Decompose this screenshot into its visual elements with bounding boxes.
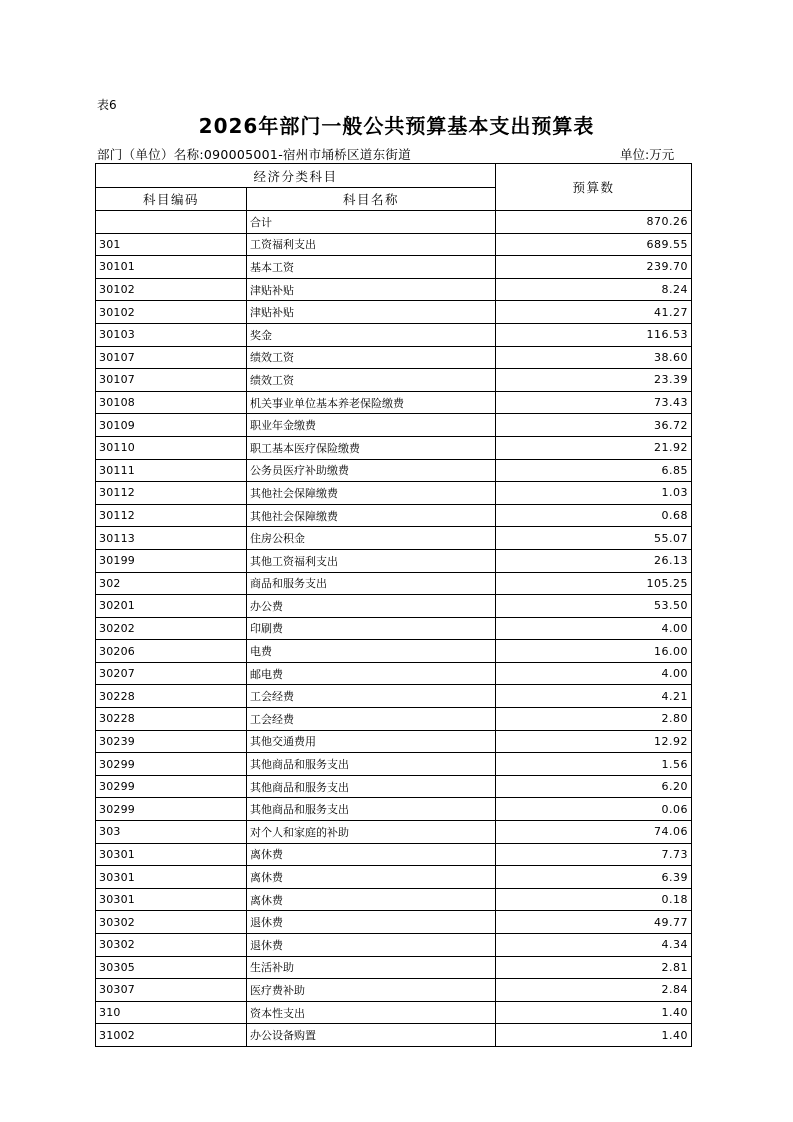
subject-code-cell: 30239: [96, 730, 247, 753]
subject-name-cell: 工资福利支出: [247, 233, 496, 256]
subject-name-cell: 绩效工资: [247, 346, 496, 369]
subject-code-cell: 30113: [96, 527, 247, 550]
table-row: [96, 753, 692, 776]
subject-name-cell: 职业年金缴费: [247, 414, 496, 437]
subject-code-cell: 30201: [96, 595, 247, 618]
subject-code-cell: 30207: [96, 662, 247, 685]
table-row: [96, 685, 692, 708]
subject-name-cell: 工会经费: [247, 685, 496, 708]
table-body: [96, 211, 692, 1047]
table-row: [96, 708, 692, 731]
unit-label: 单位:万元: [620, 147, 675, 162]
budget-amount-cell: 2.80: [496, 708, 692, 731]
budget-amount-cell: 4.34: [496, 934, 692, 957]
subject-code-cell: 30299: [96, 753, 247, 776]
total-row: [96, 211, 692, 234]
table-row: [96, 527, 692, 550]
subject-code-cell: 310: [96, 1001, 247, 1024]
budget-amount-cell: 1.40: [496, 1001, 692, 1024]
subject-name-cell: 商品和服务支出: [247, 572, 496, 595]
subject-name-cell: 其他社会保障缴费: [247, 482, 496, 505]
subject-name-cell: 基本工资: [247, 256, 496, 279]
subject-name-cell: 津贴补贴: [247, 278, 496, 301]
table-row: [96, 640, 692, 663]
table-row: [96, 323, 692, 346]
budget-amount-cell: 6.20: [496, 775, 692, 798]
subject-name-cell: 办公设备购置: [247, 1024, 496, 1047]
table-row: [96, 256, 692, 279]
subject-code-cell: 30202: [96, 617, 247, 640]
subject-code-cell: 302: [96, 572, 247, 595]
table-row: [96, 549, 692, 572]
subject-name-header: 科目名称: [247, 188, 496, 211]
budget-amount-cell: 12.92: [496, 730, 692, 753]
subject-code-cell: 301: [96, 233, 247, 256]
subject-code-cell: 30102: [96, 278, 247, 301]
subject-name-cell: 绩效工资: [247, 369, 496, 392]
subject-code-cell: 303: [96, 821, 247, 844]
subject-code-cell: 30301: [96, 888, 247, 911]
table-row: [96, 662, 692, 685]
subject-name-cell: 津贴补贴: [247, 301, 496, 324]
budget-amount-cell: 2.84: [496, 979, 692, 1002]
budget-amount-cell: 0.68: [496, 504, 692, 527]
subject-name-cell: 其他社会保障缴费: [247, 504, 496, 527]
table-row: [96, 233, 692, 256]
subject-code-cell: 30228: [96, 708, 247, 731]
budget-amount-cell: 4.21: [496, 685, 692, 708]
budget-amount-cell: 870.26: [496, 211, 692, 234]
table-row: [96, 775, 692, 798]
subject-code-cell: 30302: [96, 934, 247, 957]
budget-amount-cell: 1.40: [496, 1024, 692, 1047]
subject-name-cell: 离休费: [247, 843, 496, 866]
subject-name-cell: 合计: [247, 211, 496, 234]
subject-code-cell: 30302: [96, 911, 247, 934]
table-row: [96, 504, 692, 527]
budget-amount-cell: 26.13: [496, 549, 692, 572]
budget-amount-cell: 1.56: [496, 753, 692, 776]
subject-name-cell: 印刷费: [247, 617, 496, 640]
budget-amount-cell: 0.18: [496, 888, 692, 911]
table-row: [96, 278, 692, 301]
subject-code-cell: 30107: [96, 346, 247, 369]
table-row: [96, 436, 692, 459]
subject-code-cell: 30301: [96, 866, 247, 889]
subject-name-cell: 工会经费: [247, 708, 496, 731]
subject-name-cell: 住房公积金: [247, 527, 496, 550]
department-name: 部门（单位）名称:090005001-宿州市埇桥区道东街道: [97, 147, 411, 162]
table-row: [96, 843, 692, 866]
budget-amount-cell: 1.03: [496, 482, 692, 505]
budget-amount-cell: 41.27: [496, 301, 692, 324]
subject-code-cell: 30299: [96, 798, 247, 821]
table-row: [96, 414, 692, 437]
table-row: [96, 482, 692, 505]
budget-amount-cell: 6.85: [496, 459, 692, 482]
subject-name-cell: 其他商品和服务支出: [247, 775, 496, 798]
subject-code-cell: 31002: [96, 1024, 247, 1047]
table-row: [96, 956, 692, 979]
budget-amount-cell: 49.77: [496, 911, 692, 934]
budget-amount-cell: 116.53: [496, 323, 692, 346]
budget-amount-header: 预算数: [496, 164, 692, 211]
table-row: [96, 391, 692, 414]
subject-code-cell: 30299: [96, 775, 247, 798]
budget-amount-cell: 23.39: [496, 369, 692, 392]
budget-amount-cell: 105.25: [496, 572, 692, 595]
budget-amount-cell: 55.07: [496, 527, 692, 550]
subject-name-cell: 电费: [247, 640, 496, 663]
subject-code-header: 科目编码: [96, 188, 247, 211]
table-row: [96, 934, 692, 957]
budget-amount-cell: 8.24: [496, 278, 692, 301]
budget-table: [95, 163, 692, 1047]
subject-code-cell: 30111: [96, 459, 247, 482]
subject-name-cell: 其他商品和服务支出: [247, 798, 496, 821]
subject-name-cell: 其他工资福利支出: [247, 549, 496, 572]
table-row: [96, 911, 692, 934]
subject-code-cell: 30108: [96, 391, 247, 414]
budget-amount-cell: 21.92: [496, 436, 692, 459]
subject-code-cell: 30109: [96, 414, 247, 437]
subject-code-cell: 30101: [96, 256, 247, 279]
budget-amount-cell: 38.60: [496, 346, 692, 369]
budget-amount-cell: 36.72: [496, 414, 692, 437]
subject-name-cell: 资本性支出: [247, 1001, 496, 1024]
table-row: [96, 459, 692, 482]
table-row: [96, 798, 692, 821]
subject-code-cell: 30307: [96, 979, 247, 1002]
budget-amount-cell: 0.06: [496, 798, 692, 821]
subject-code-cell: 30301: [96, 843, 247, 866]
table-row: [96, 346, 692, 369]
budget-amount-cell: 7.73: [496, 843, 692, 866]
page-title: 2026年部门一般公共预算基本支出预算表: [198, 114, 595, 138]
subject-name-cell: 职工基本医疗保险缴费: [247, 436, 496, 459]
table-row: [96, 572, 692, 595]
table-row: [96, 730, 692, 753]
subject-name-cell: 其他交通费用: [247, 730, 496, 753]
subject-code-cell: 30112: [96, 504, 247, 527]
subject-code-cell: 30102: [96, 301, 247, 324]
budget-amount-cell: 74.06: [496, 821, 692, 844]
budget-amount-cell: 4.00: [496, 617, 692, 640]
table-row: [96, 617, 692, 640]
subject-name-cell: 医疗费补助: [247, 979, 496, 1002]
table-row: [96, 595, 692, 618]
subject-name-cell: 其他商品和服务支出: [247, 753, 496, 776]
subject-code-cell: 30199: [96, 549, 247, 572]
subject-name-cell: 奖金: [247, 323, 496, 346]
budget-amount-cell: 6.39: [496, 866, 692, 889]
subject-name-cell: 退休费: [247, 934, 496, 957]
budget-amount-cell: 689.55: [496, 233, 692, 256]
subject-name-cell: 机关事业单位基本养老保险缴费: [247, 391, 496, 414]
subject-code-cell: 30305: [96, 956, 247, 979]
subject-name-cell: 邮电费: [247, 662, 496, 685]
subject-code-cell: 30107: [96, 369, 247, 392]
subject-code-cell: 30110: [96, 436, 247, 459]
table-number-label: 表6: [97, 98, 117, 112]
budget-amount-cell: 4.00: [496, 662, 692, 685]
table-row: [96, 1024, 692, 1047]
table-row: [96, 301, 692, 324]
subject-name-cell: 对个人和家庭的补助: [247, 821, 496, 844]
subject-name-cell: 退休费: [247, 911, 496, 934]
table-row: [96, 888, 692, 911]
table-row: [96, 1001, 692, 1024]
economic-classification-header: 经济分类科目: [96, 164, 496, 188]
subject-name-cell: 公务员医疗补助缴费: [247, 459, 496, 482]
subject-name-cell: 离休费: [247, 888, 496, 911]
budget-amount-cell: 2.81: [496, 956, 692, 979]
budget-amount-cell: 16.00: [496, 640, 692, 663]
table-row: [96, 821, 692, 844]
budget-amount-cell: 239.70: [496, 256, 692, 279]
subject-name-cell: 生活补助: [247, 956, 496, 979]
table-row: [96, 369, 692, 392]
subject-code-cell: [96, 211, 247, 234]
subject-code-cell: 30112: [96, 482, 247, 505]
subject-name-cell: 办公费: [247, 595, 496, 618]
subject-code-cell: 30103: [96, 323, 247, 346]
table-row: [96, 979, 692, 1002]
table-row: [96, 866, 692, 889]
subject-code-cell: 30228: [96, 685, 247, 708]
budget-amount-cell: 73.43: [496, 391, 692, 414]
subject-name-cell: 离休费: [247, 866, 496, 889]
subject-code-cell: 30206: [96, 640, 247, 663]
budget-amount-cell: 53.50: [496, 595, 692, 618]
